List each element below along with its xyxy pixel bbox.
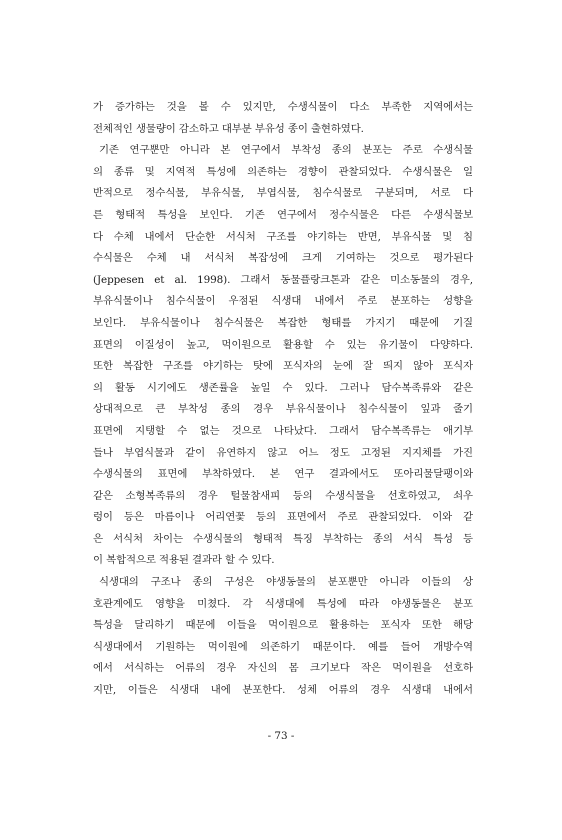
text-line: 수생식물의 표면에 부착하였다. 본 연구 결과에서도 또아리물달팽이와 bbox=[93, 468, 473, 481]
text-line: 표면의 이질성이 높고, 먹이원으로 활용할 수 있는 유기물이 다양하다. bbox=[93, 338, 473, 351]
body-text bbox=[93, 97, 473, 702]
text-line: 에서 서식하는 어류의 경우 자신의 몸 크기보다 작은 먹이원을 선호하 bbox=[93, 662, 473, 675]
text-line: 상대적으로 큰 부착성 종의 경우 부유식물이나 침수식물이 잎과 줄기 bbox=[93, 403, 473, 416]
text-line: 이 복합적으로 적용된 결과라 할 수 있다. bbox=[93, 554, 275, 567]
text-line: 전체적인 생물량이 감소하고 대부분 부유성 종이 출현하였다. bbox=[93, 122, 364, 135]
text-line: 수식물은 수체 내 서식처 복잡성에 크게 기여하는 것으로 평가된다 bbox=[93, 252, 473, 265]
text-line: 렁이 등은 마름이나 어리연꽃 등의 표면에서 주로 관찰되었다. 이와 같 bbox=[93, 511, 473, 524]
text-line: 반적으로 정수식물, 부유식물, 부엽식물, 침수식물로 구분되며, 서로 다 bbox=[93, 187, 473, 200]
text-line: 식생대에서 기원하는 먹이원에 의존하기 때문이다. 예를 들어 개방수역 bbox=[93, 640, 473, 653]
text-line: 들나 부엽식물과 같이 유연하지 않고 어느 정도 고정된 지지체를 가진 bbox=[93, 446, 473, 459]
text-line: 은 서식처 차이는 수생식물의 형태적 특징 부착하는 종의 서식 특성 등 bbox=[93, 532, 473, 545]
text-line: 다 수체 내에서 단순한 서식처 구조를 야기하는 반면, 부유식물 및 침 bbox=[93, 230, 473, 243]
text-line: 의 활동 시기에도 생존률을 높일 수 있다. 그러나 담수복족류와 같은 bbox=[93, 381, 473, 394]
text-line: 특성을 달리하기 때문에 이들을 먹이원으로 활용하는 포식자 또한 해당 bbox=[93, 619, 473, 632]
text-line: 가 증가하는 것을 볼 수 있지만, 수생식물이 다소 부족한 지역에서는 bbox=[93, 101, 473, 113]
text-line: 식생대의 구조나 종의 구성은 야생동물의 분포뿐만 아니라 이들의 상 bbox=[99, 576, 473, 589]
page-number: - 73 - bbox=[267, 730, 295, 742]
text-line: 같은 소형복족류의 경우 털물참새피 등의 수생식물을 선호하였고, 쇠우 bbox=[93, 489, 473, 502]
text-line: 또한 복잡한 구조를 야기하는 탓에 포식자의 눈에 잘 띄지 않아 포식자 bbox=[93, 360, 473, 373]
text-line: 부유식물이나 침수식물이 우점된 식생대 내에서 주로 분포하는 성향을 bbox=[93, 295, 473, 308]
text-line: (Jeppesen et al. 1998). 그래서 동물플랑크톤과 같은 미소동물의 경우, bbox=[93, 273, 473, 286]
text-line: 호관계에도 영향을 미쳤다. 각 식생대에 특성에 따라 야생동물은 분포 bbox=[93, 597, 473, 610]
text-line: 른 형태적 특성을 보인다. 기존 연구에서 정수식물은 다른 수생식물보 bbox=[93, 208, 473, 221]
text-line: 지만, 이들은 식생대 내에 분포한다. 성체 어류의 경우 식생대 내에서 bbox=[93, 684, 473, 697]
text-line: 보인다. 부유식물이나 침수식물은 복잡한 형태를 가지기 때문에 기질 bbox=[93, 316, 473, 329]
text-line: 기존 연구뿐만 아니라 본 연구에서 부착성 종의 분포는 주로 수생식물 bbox=[99, 144, 473, 157]
text-line: 의 종류 및 지역적 특성에 의존하는 경향이 관찰되었다. 수생식물은 일 bbox=[93, 165, 473, 178]
text-line: 표면에 지탱할 수 없는 것으로 나타났다. 그래서 담수복족류는 애기부 bbox=[93, 424, 473, 437]
